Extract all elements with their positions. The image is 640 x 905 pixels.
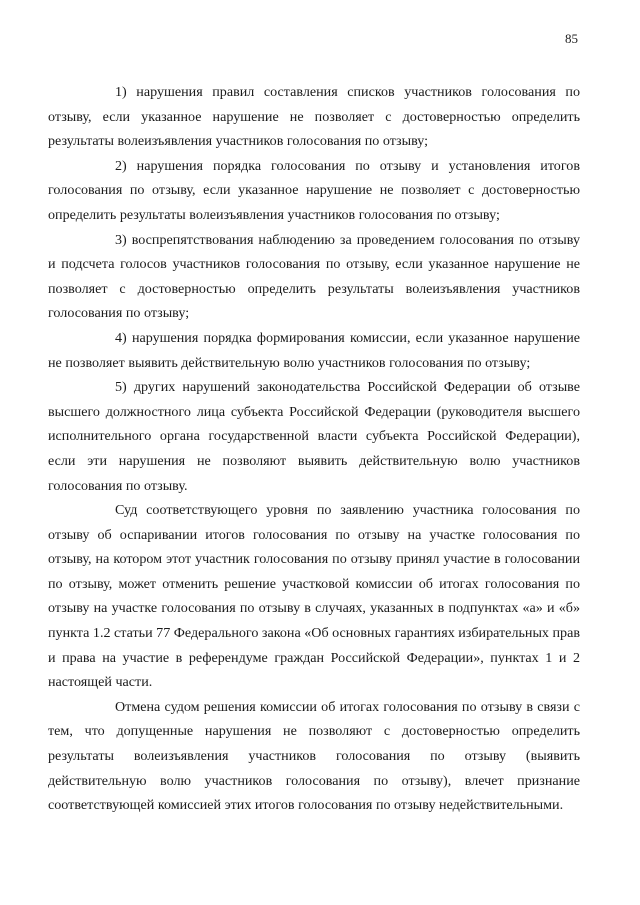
document-body	[48, 80, 580, 818]
paragraph-annulment: Отмена судом решения комиссии об итогах голосования по отзыву в связи с тем, что допущенные нарушения не позволяют с достоверностью определить результаты волеизъявления участников голосования по отзыву (выявить действительную волю участников голосования по отзыву), влечет признание соответствующей комиссией этих итогов голосования по отзыву недействительными.	[48, 698, 580, 814]
paragraph-item-2: 2) нарушения порядка голосования по отзыву и установления итогов голосования по отзыву, если указанное нарушение не позволяет с достоверностью определить результаты волеизъявления участников голосования по отзыву;	[48, 157, 580, 223]
paragraph-court-challenge: Суд соответствующего уровня по заявлению участника голосования по отзыву об оспаривании итогов голосования по отзыву на участке голосования по отзыву, на котором этот участник голосования по отзыву принял участие в голосовании по отзыву, может отменить решение участковой комиссии об итогах голосования по отзыву на участке голосования по отзыву в случаях, указанных в подпунктах «а» и «б» пункта 1.2 статьи 77 Федерального закона «Об основных гарантиях избирательных прав и права на участие в референдуме граждан Российской Федерации», пунктах 1 и 2 настоящей части.	[48, 502, 580, 691]
paragraph-item-5: 5) других нарушений законодательства Российской Федерации об отзыве высшего должностного лица субъекта Российской Федерации (руководителя высшего исполнительного органа государственной власти субъекта Российской Федерации), если эти нарушения не позволяют выявить действительную волю участников голосования по отзыву.	[48, 379, 580, 494]
page-number: 85	[565, 31, 578, 46]
paragraph-item-1: 1) нарушения правил составления списков участников голосования по отзыву, если указанное нарушение не позволяет с достоверностью определить результаты волеизъявления участников голосования по отзыву;	[48, 84, 580, 150]
paragraph-item-3: 3) воспрепятствования наблюдению за проведением голосования по отзыву и подсчета голосов участников голосования по отзыву, если указанное нарушение не позволяет с достоверностью определить результаты волеизъявления участников голосования по отзыву;	[48, 231, 580, 322]
paragraph-item-4: 4) нарушения порядка формирования комиссии, если указанное нарушение не позволяет выявить действительную волю участников голосования по отзыву;	[48, 329, 580, 371]
